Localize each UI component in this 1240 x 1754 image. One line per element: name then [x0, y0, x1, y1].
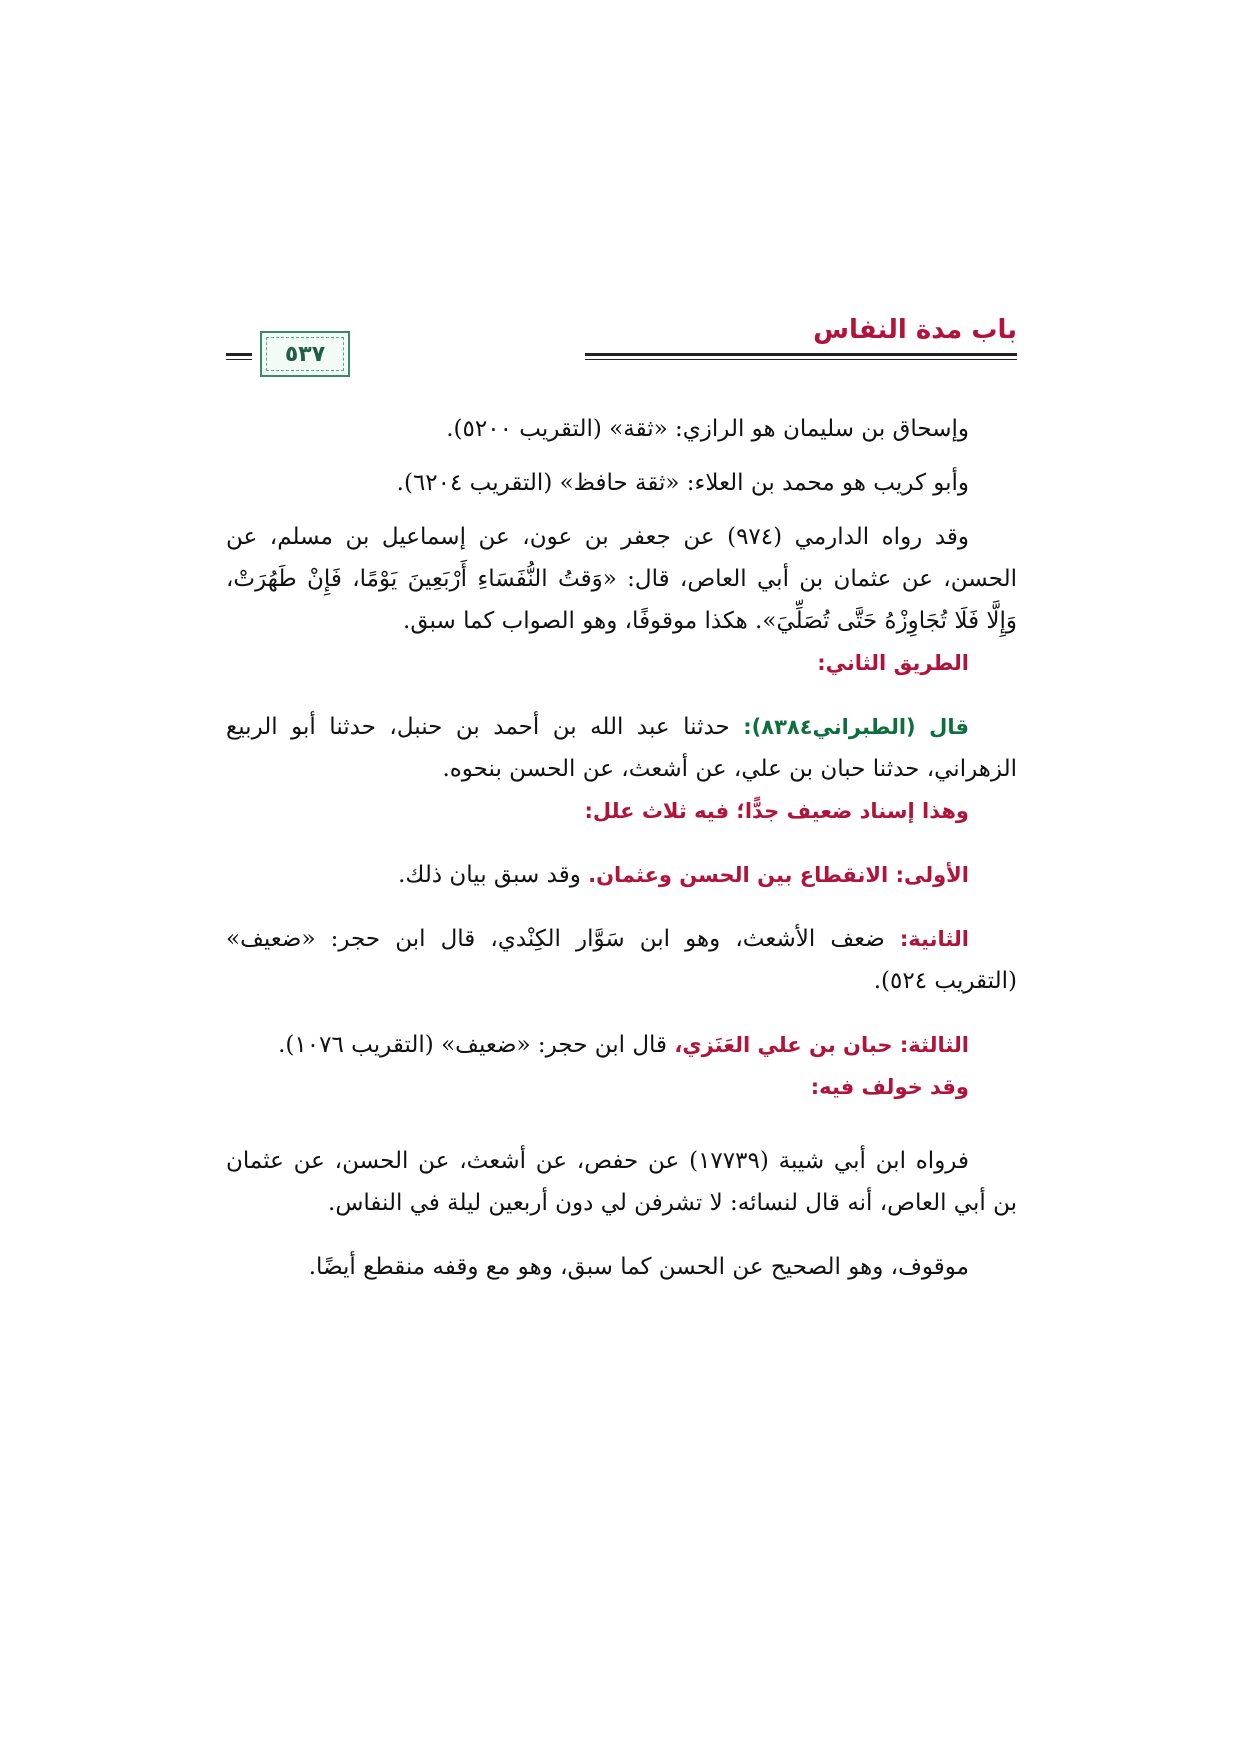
header-rule: [585, 359, 1017, 360]
paragraph: [226, 854, 1017, 896]
section-heading: [226, 790, 1017, 832]
source-citation: قال (الطبراني٨٣٨٤):: [743, 715, 969, 739]
paragraph: فرواه ابن أبي شيبة (١٧٧٣٩) عن حفص، عن أشعث، عن الحسن، عن عثمان بن أبي العاص، أنه قال لنسائه: لا تشرفن لي دون أربعين ليلة في النفاس.: [226, 1148, 1017, 1216]
heading-text: وقد خولف فيه:: [810, 1075, 969, 1099]
paragraph: وإسحاق بن سليمان هو الرازي: «ثقة» (التقريب ٥٢٠٠).: [446, 416, 969, 442]
paragraph: وأبو كريب هو محمد بن العلاء: «ثقة حافظ» (التقريب ٦٢٠٤).: [396, 470, 969, 496]
header-rule: [585, 353, 1017, 356]
page-body: [226, 408, 1017, 1288]
chapter-title: باب مدة النفاس: [813, 315, 1017, 345]
paragraph: وقد رواه الدارمي (٩٧٤) عن جعفر بن عون، عن إسماعيل بن مسلم، عن الحسن، عن عثمان بن أبي العاص، قال: «وَقتُ النُّفَسَاءِ أَرْبَعِينَ يَوْمًا، فَإِنْ طَهُرَتْ، وَإِلَّا فَلَا تُجَاوِزْهُ حَتَّى تُصَلِّيَ». هكذا موقوفًا، وهو الصواب كما سبق.: [226, 524, 1017, 634]
heading-text: الطريق الثاني:: [817, 651, 969, 675]
header-rule: [226, 353, 252, 356]
header-rule: [226, 359, 252, 360]
paragraph: [226, 1024, 1017, 1066]
paragraph: موقوف، وهو الصحيح عن الحسن كما سبق، وهو مع وقفه منقطع أيضًا.: [308, 1254, 969, 1280]
paragraph-text: قال ابن حجر: «ضعيف» (التقريب ١٠٧٦).: [278, 1032, 675, 1058]
page-number-badge: [260, 331, 350, 377]
emphasis-text: الثانية:: [899, 927, 969, 951]
emphasis-text: الثالثة: حبان بن علي العَنَزي،: [674, 1033, 969, 1057]
section-heading: [226, 642, 1017, 684]
emphasis-text: الأولى: الانقطاع بين الحسن وعثمان.: [588, 863, 969, 887]
paragraph: [226, 918, 1017, 1002]
paragraph-text: ضعف الأشعث، وهو ابن سَوَّار الكِنْدي، قال ابن حجر: «ضعيف» (التقريب ٥٢٤).: [226, 926, 1017, 994]
heading-text: وهذا إسناد ضعيف جدًّا؛ فيه ثلاث علل:: [584, 799, 969, 823]
page-number: ٥٣٧: [284, 341, 326, 367]
page-header: [226, 315, 1017, 385]
paragraph: [226, 706, 1017, 790]
section-heading: [226, 1066, 1017, 1108]
paragraph-text: حدثنا عبد الله بن أحمد بن حنبل، حدثنا أبو الربيع الزهراني، حدثنا حبان بن علي، عن أشعث، عن الحسن بنحوه.: [226, 714, 1017, 782]
paragraph-text: وقد سبق بيان ذلك.: [398, 862, 589, 888]
